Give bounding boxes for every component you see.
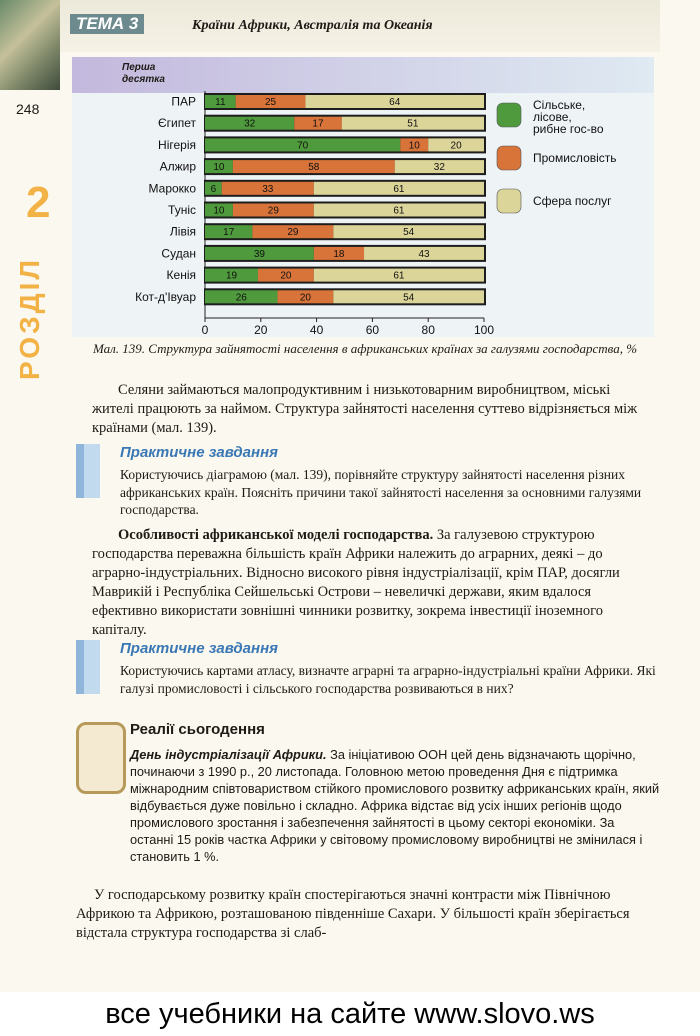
category-label: Єгипет — [158, 116, 196, 131]
header-title: Країни Африки, Австралія та Океанія — [192, 18, 433, 33]
legend-label: Промисловість — [533, 151, 617, 165]
chapter-word: РОЗДІЛ — [14, 257, 45, 380]
bar-value-label: 58 — [308, 162, 320, 174]
bar-value-label: 17 — [312, 118, 324, 130]
bar-value-label: 10 — [213, 162, 225, 174]
bar-value-label: 20 — [450, 140, 462, 152]
bar-value-label: 61 — [393, 270, 405, 282]
chart-top-label: Перша десятка — [122, 62, 165, 85]
page-number: 248 — [16, 101, 40, 117]
legend-label: лісове, — [533, 110, 572, 124]
paragraph-2-text: За галузевою структурою господарства переважна більшість країн Африки належить до аграрних, деякі – до аграрно-індустріальних. Відносно високого рівня індустріалізації, крім ПАР, досягли Маврикій і Республіка Сейшельські Острови – невеличкі держави, яким вдалося ефективно використати зовнішні чинники розвитку, зокрема інвестиції іноземного капіталу. — [92, 527, 620, 638]
bar-value-label: 32 — [244, 118, 256, 130]
task2-text: Користуючись картами атласу, визначте аграрні та аграрно-індустріальні країни Африки. Які галузі промисловості і сільського господарства розвиваються в них? — [120, 663, 656, 696]
bar-value-label: 39 — [253, 248, 265, 260]
chapter-number: 2 — [26, 178, 51, 227]
realities-text: За ініціативою ООН цей день відзначають щорічно, починаючи з 1990 р., 20 листопада. Головною метою проведення Дня є підтримка міжнародним співтовариством стійкого промислового розвитку африканських країн, який відбувається дуже повільно і складно. Африка відстає від усіх інших регіонів щодо промислового зростання і забезпечення зайнятості в цьому секторі економіки. За останні 15 років частка Африки у світовому промисловому виробництві не змінилася і становить 1 %. — [130, 747, 660, 864]
bar-value-label: 54 — [403, 227, 415, 239]
x-tick-label: 60 — [365, 323, 380, 337]
bar-value-label: 64 — [389, 97, 401, 108]
bar-value-label: 20 — [280, 270, 292, 282]
realities-subtitle: День індустріалізації Африки. — [130, 747, 327, 762]
x-tick-label: 20 — [254, 323, 268, 337]
bar-value-label: 18 — [333, 248, 345, 260]
realities-body — [130, 746, 660, 865]
category-label: Марокко — [148, 181, 196, 196]
realities-title: Реалії сьогодення — [130, 721, 265, 738]
legend-label: Сфера послуг — [533, 194, 612, 208]
task1-text: Користуючись діаграмою (мал. 139), порівняйте структуру зайнятості населення різних африканських країн. Поясніть причини такої зайнятості населення за основними галузями господарства. — [120, 467, 642, 517]
bar-value-label: 19 — [225, 270, 238, 282]
task1-title: Практичне завдання — [120, 444, 278, 461]
footer-banner: все учебники на сайте www.slovo.ws — [0, 992, 700, 1036]
bar-value-label: 61 — [393, 183, 405, 195]
x-tick-label: 40 — [309, 323, 324, 337]
bar-value-label: 26 — [235, 292, 247, 304]
legend-swatch — [497, 103, 521, 127]
category-label: Нігерія — [158, 137, 196, 152]
legend-swatch — [497, 189, 521, 213]
bar-value-label: 51 — [407, 118, 419, 130]
legend-label: рибне гос-во — [533, 122, 604, 136]
bar-value-label: 10 — [408, 140, 420, 152]
bar-value-label: 54 — [403, 292, 415, 304]
task1-bar — [76, 444, 84, 498]
category-label: Лівія — [169, 224, 196, 239]
bar-value-label: 29 — [287, 227, 299, 239]
x-tick-label: 100 — [473, 323, 495, 337]
bar-value-label: 11 — [215, 97, 226, 108]
paragraph-1: Селяни займаються малопродуктивним і низькотоварним виробництвом, міські жителі працюють за наймом. Структура зайнятості населення суттево відрізняється між країнами (мал. 139). — [92, 382, 638, 436]
category-label: ПАР — [171, 94, 196, 109]
bar-value-label: 20 — [299, 292, 312, 304]
x-tick-label: 0 — [201, 323, 209, 337]
bar-value-label: 25 — [265, 97, 277, 108]
bar-value-label: 61 — [393, 205, 405, 217]
x-tick-label: 80 — [421, 323, 435, 337]
employment-chart — [0, 0, 700, 345]
category-label: Судан — [161, 246, 196, 261]
topic-label: ТЕМА 3 — [70, 14, 144, 34]
legend-swatch — [497, 146, 521, 170]
legend-label: Сільське, — [533, 98, 586, 112]
category-label: Туніс — [168, 203, 196, 217]
figure-caption: Мал. 139. Структура зайнятості населення в африканських країнах за галузями господарства, % — [92, 341, 638, 356]
category-label: Алжир — [159, 159, 196, 174]
task2-bar — [76, 640, 84, 694]
category-label: Кенія — [166, 268, 196, 283]
category-label: Кот-д'Івуар — [135, 289, 196, 304]
bar-value-label: 29 — [267, 205, 279, 217]
bar-value-label: 43 — [418, 248, 430, 260]
bar-value-label: 6 — [210, 183, 217, 195]
paragraph-2-heading: Особливості африканської моделі господарства. — [118, 527, 434, 543]
bar-value-label: 17 — [223, 227, 235, 239]
bar-value-label: 33 — [262, 183, 274, 195]
realities-icon — [76, 722, 126, 794]
paragraph-3: У господарському розвитку країн спостерігаються значні контрасти між Північною Африкою та Африкою, розташованою південніше Сахари. У більшості країн зберігається відстала структура господарства зі слаб- — [76, 887, 630, 941]
task2-title: Практичне завдання — [120, 640, 278, 657]
bar-value-label: 32 — [433, 162, 445, 174]
paragraph-2 — [92, 526, 655, 640]
bar-value-label: 70 — [297, 140, 309, 152]
bar-value-label: 10 — [213, 205, 225, 217]
